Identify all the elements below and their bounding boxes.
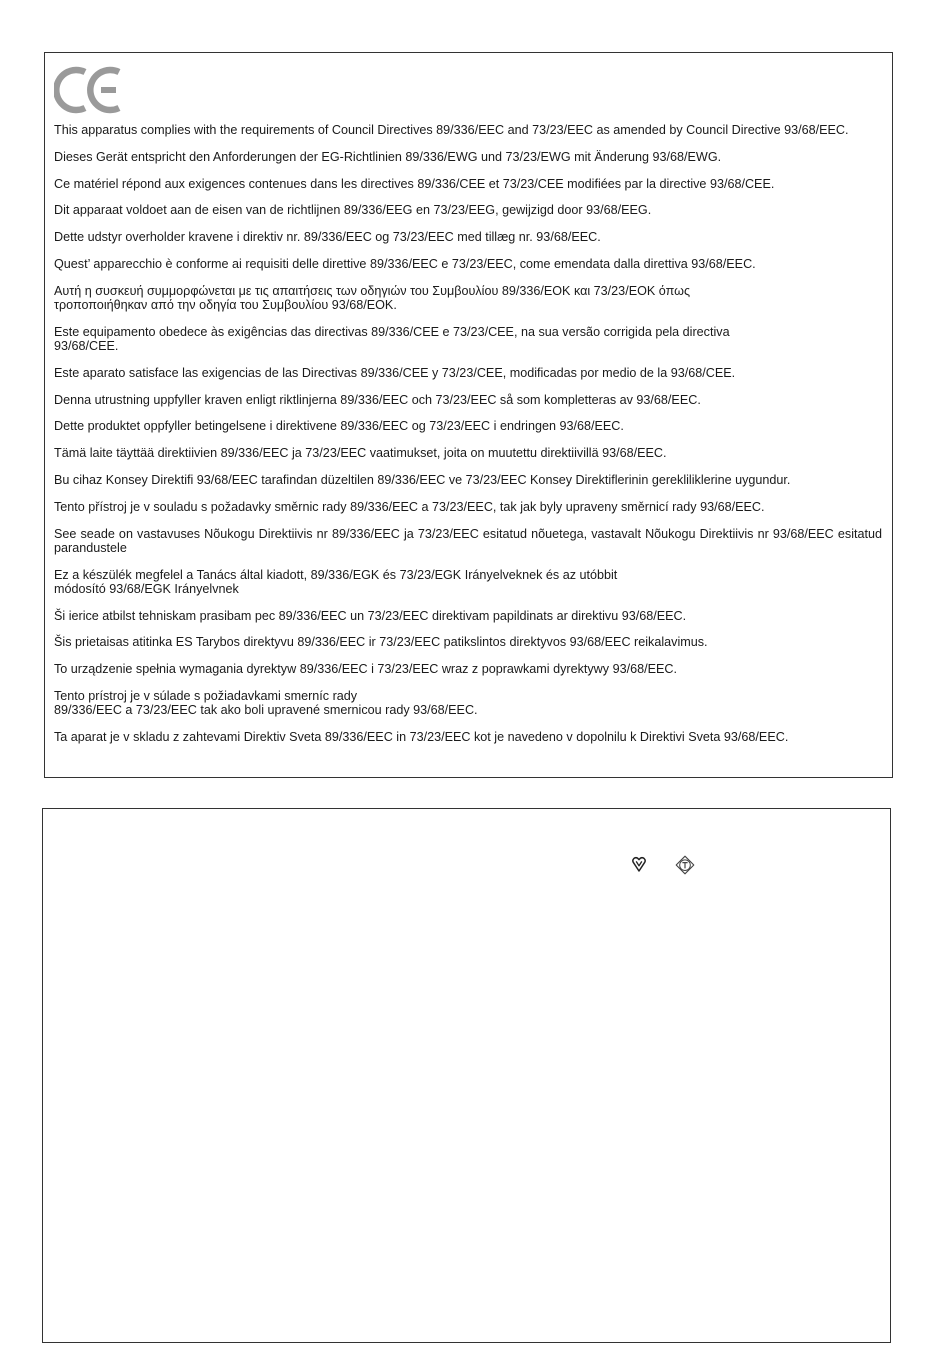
statement-norwegian: Dette produktet oppfyller betingelsene i direktivene 89/336/EEC og 73/23/EEC i endringen 93/68/EEC.: [54, 419, 624, 434]
approval-marks: [631, 855, 701, 877]
statement-lithuanian: Šis prietaisas atitinka ES Tarybos direktyvu 89/336/EEC ir 73/23/EEC patikslintos direktyvos 93/68/EEC reikalavimus.: [54, 635, 708, 650]
statement-swedish: Denna utrustning uppfyller kraven enligt riktlinjerna 89/336/EEC och 73/23/EEC så som kompletteras av 93/68/EEC.: [54, 392, 701, 407]
statement-greek: Αυτή η συσκευή συμμορφώνεται με τις απαιτήσεις των οδηγιών του Συμβουλίου 89/336/ΕΟΚ και 73/23/ΕΟΚ όπως τροποποιήθηκαν από την οδηγία του Συμβουλίου 93/68/ΕΟΚ.: [54, 283, 691, 312]
statement-dutch: Dit apparaat voldoet aan de eisen van de richtlijnen 89/336/EEG en 73/23/EEG, gewijzigd door 93/68/EEG.: [54, 203, 652, 218]
statement-slovenian: Ta aparat je v skladu z zahtevami Direktiv Sveta 89/336/EEC in 73/23/EEC kot je navedeno v dopolnilu k Direktivi Sveta 93/68/EEC.: [54, 729, 789, 744]
statement-polish: To urządzenie spełnia wymagania dyrektyw 89/336/EEC i 73/23/EEC wraz z poprawkami dyrektywy 93/68/EEC.: [54, 662, 677, 677]
statement-hungarian: Ez a készülék megfelel a Tanács által kiadott, 89/336/EGK és 73/23/EGK Irányelveknek és az utóbbit módosító 93/68/EGK Irányelvnek: [54, 567, 618, 596]
ce-mark-icon: [54, 65, 122, 115]
approval-marks-panel: [42, 808, 891, 1343]
statement-italian: Quest’ apparecchio è conforme ai requisiti delle direttive 89/336/EEC e 73/23/EEC, come emendata dalla direttiva 93/68/EEC.: [54, 256, 756, 271]
ce-compliance-panel: [44, 52, 893, 778]
statement-french: Ce matériel répond aux exigences contenues dans les directives 89/336/CEE et 73/23/CEE modifiées par la directive 93/68/CEE.: [54, 176, 775, 191]
bsi-kitemark-icon: [631, 855, 647, 878]
statement-estonian: See seade on vastavuses Nõukogu Direktiivis nr 89/336/EEC ja 73/23/EEC esitatud nõuetega, vastavalt Nõukogu Direktiivis nr 93/68/EEC esitatud parandustele: [54, 526, 882, 555]
statement-czech: Tento přístroj je v souladu s požadavky směrnic rady 89/336/EEC a 73/23/EEC, tak jak byly upraveny směrnicí rady 93/68/EEC.: [54, 499, 765, 514]
statement-turkish: Bu cihaz Konsey Direktifi 93/68/EEC tarafindan düzeltilen 89/336/EEC ve 73/23/EEC Konsey Direktiflerinin gerekliliklerine uygundur.: [54, 472, 791, 487]
statement-english: This apparatus complies with the requirements of Council Directives 89/336/EEC and 73/23/EEC as amended by Council Directive 93/68/EEC.: [54, 123, 849, 137]
statement-latvian: Ši ierice atbilst tehniskam prasibam pec 89/336/EEC un 73/23/EEC direktivam papildinats ar direktivu 93/68/EEC.: [54, 608, 687, 623]
statement-spanish: Este aparato satisface las exigencias de las Directivas 89/336/CEE y 73/23/CEE, modificadas por medio de la 93/68/CEE.: [54, 365, 736, 380]
statement-slovak: Tento prístroj je v súlade s požiadavkami smerníc rady 89/336/EEC a 73/23/EEC tak ako boli upravené smernicou rady 93/68/EEC.: [54, 688, 478, 718]
approval-triangle-t-icon: [675, 855, 695, 880]
statement-portuguese: Este equipamento obedece às exigências das directivas 89/336/CEE e 73/23/CEE, na sua versão corrigida pela directiva 93/68/CEE.: [54, 324, 730, 353]
statement-finnish: Tämä laite täyttää direktiivien 89/336/EEC ja 73/23/EEC vaatimukset, joita on muutettu direktiivillä 93/68/EEC.: [54, 446, 667, 461]
statement-danish: Dette udstyr overholder kravene i direktiv nr. 89/336/EEC og 73/23/EEC med tillæg nr. 93/68/EEC.: [54, 230, 601, 245]
statement-german: Dieses Gerät entspricht den Anforderungen der EG-Richtlinien 89/336/EWG und 73/23/EWG mit Änderung 93/68/EWG.: [54, 149, 722, 164]
compliance-statements: [54, 123, 882, 757]
